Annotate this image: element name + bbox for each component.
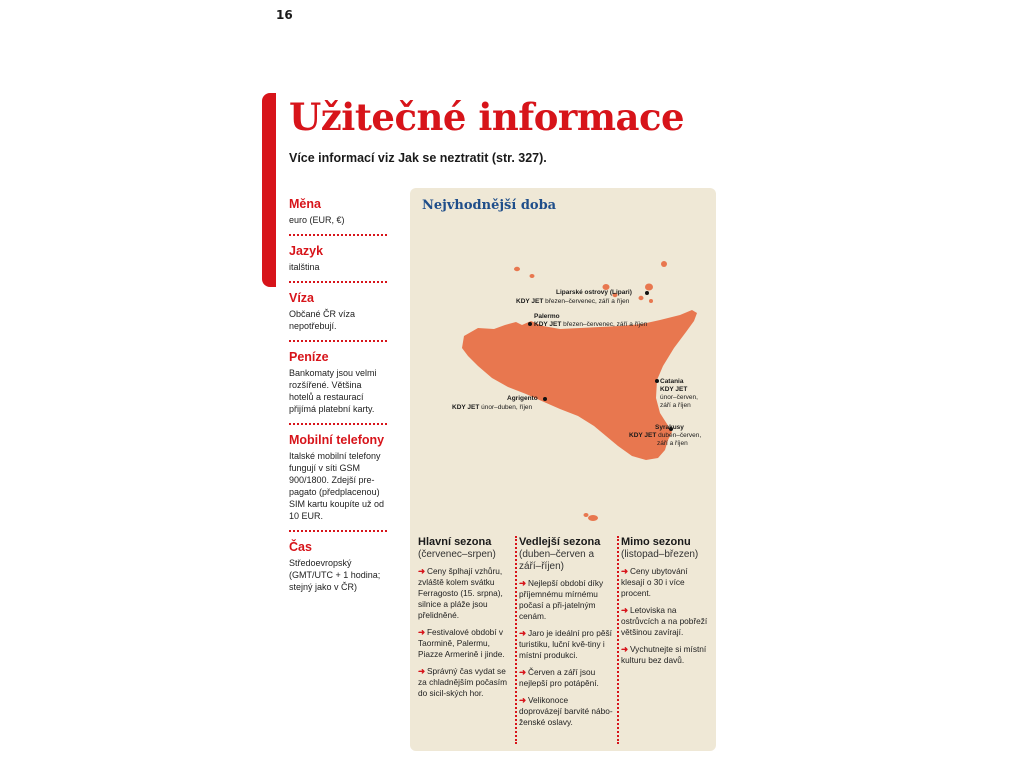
map-label-lipari (556, 289, 632, 297)
bullet-text: Ceny ubytování klesají o 30 i více procent. (621, 566, 688, 598)
arrow-right-icon: ➜ (418, 566, 425, 576)
gozo-island (584, 513, 589, 517)
season-high (418, 536, 512, 746)
kdy-jet-label: KDY JET (534, 321, 562, 328)
season-low (621, 536, 709, 746)
page-number: 16 (276, 8, 293, 22)
bullet-text: Velikonoce doprovázejí barvité nábo-ženské oslavy. (519, 695, 613, 727)
bullet-text: Nejlepší období díky příjemnému mírnému počasí a při-jatelným cenám. (519, 578, 604, 621)
island (514, 267, 520, 271)
info-title: Jazyk (289, 244, 324, 258)
arrow-right-icon: ➜ (418, 627, 425, 637)
kdy-jet-label: KDY JET (629, 432, 657, 439)
season-bullet (621, 566, 709, 599)
malta-island (588, 515, 598, 521)
season-title: Vedlejší sezona (519, 536, 601, 548)
city-name: Agrigento (507, 395, 538, 402)
city-name: Liparské ostrovy (Lipari) (556, 289, 632, 296)
map-label-palermo-when (534, 321, 647, 329)
seasons-section (418, 536, 710, 748)
season-bullet (418, 566, 512, 621)
map-label-agrigento-when (452, 404, 532, 412)
when-text: září a říjen (657, 440, 688, 447)
bullet-text: Ceny šplhají vzhůru, zvláště kolem svátku Ferragosto (15. srpna), silnice a pláže jsou přelidněné. (418, 566, 503, 620)
season-bullet (621, 644, 709, 666)
city-name: Palermo (534, 313, 560, 320)
sicily-map (410, 188, 716, 538)
arrow-right-icon: ➜ (519, 667, 526, 677)
bullet-text: Festivalové období v Taormině, Palermu, Piazze Armerině i jinde. (418, 627, 505, 659)
info-language (289, 244, 387, 283)
season-bullet (418, 627, 512, 660)
kdy-jet-label: KDY JET (660, 386, 688, 393)
season-months: (duben–červen a září–říjen) (519, 549, 595, 572)
info-title: Mobilní telefony (289, 433, 385, 447)
arrow-right-icon: ➜ (519, 578, 526, 588)
palermo-dot (528, 322, 532, 326)
arrow-right-icon: ➜ (621, 566, 628, 576)
bullet-text: Červen a září jsou nejlepší pro potápění. (519, 667, 599, 688)
map-label-catania (660, 378, 698, 410)
when-text: září a říjen (660, 402, 691, 409)
when-text: březen–červenec, září a říjen (545, 298, 630, 305)
arrow-right-icon: ➜ (621, 605, 628, 615)
season-bullet (621, 605, 709, 638)
best-time-panel (410, 188, 716, 751)
city-name: Syrakusy (655, 424, 684, 431)
map-label-syrakusy-when (629, 432, 701, 440)
season-bullet (418, 666, 512, 699)
panel-title: Nejvhodnější doba (422, 198, 557, 213)
map-label-lipari-when (516, 298, 629, 306)
info-column (289, 195, 387, 609)
season-shoulder (519, 536, 613, 746)
season-title: Hlavní sezona (418, 536, 492, 548)
info-mobile (289, 433, 387, 532)
info-text: Středoevropský (GMT/UTC + 1 hodina; stejný jako v ČR) (289, 558, 381, 592)
arrow-right-icon: ➜ (519, 628, 526, 638)
island (530, 274, 535, 278)
map-label-agrigento (507, 395, 538, 403)
page-subtitle: Více informací viz Jak se neztratit (str. 327). (289, 151, 547, 165)
bullet-text: Správný čas vydat se za chladnějším počasím do sicil-ských hor. (418, 666, 508, 698)
when-text: duben–červen, (658, 432, 702, 439)
arrow-right-icon: ➜ (418, 666, 425, 676)
when-text: únor–duben, říjen (481, 404, 533, 411)
info-text: Italské mobilní telefony fungují v síti GSM 900/1800. Zdejší pre-pagato (předplacenou) SIM kartu koupíte už od 10 EUR. (289, 451, 385, 521)
info-time (289, 540, 387, 601)
island (639, 296, 644, 300)
info-text: Občané ČR víza nepotřebují. (289, 309, 356, 331)
info-title: Peníze (289, 350, 329, 364)
info-title: Čas (289, 540, 312, 554)
season-bullet (519, 578, 613, 622)
bullet-text: Letoviska na ostrůvcích a na pobřeží většinou zavírají. (621, 605, 708, 637)
info-visa (289, 291, 387, 342)
season-months: (listopad–březen) (621, 549, 699, 560)
map-label-syrakusy-when-2 (657, 440, 688, 448)
info-title: Měna (289, 197, 321, 211)
agrigento-dot (543, 397, 547, 401)
season-bullet (519, 667, 613, 689)
when-text: únor–červen, (660, 394, 698, 401)
info-title: Víza (289, 291, 315, 305)
arrow-right-icon: ➜ (519, 695, 526, 705)
season-bullet (519, 695, 613, 728)
kdy-jet-label: KDY JET (452, 404, 480, 411)
info-text: Bankomaty jsou velmi rozšířené. Většina hotelů a restaurací přijímá platební karty. (289, 368, 377, 414)
dotted-divider (515, 536, 517, 744)
info-money (289, 350, 387, 425)
season-bullet (519, 628, 613, 661)
when-text: březen–červenec, září a říjen (563, 321, 648, 328)
info-currency (289, 197, 387, 236)
island (649, 299, 653, 303)
dotted-divider (617, 536, 619, 744)
bullet-text: Jaro je ideální pro pěší turistiku, luční kvě-tiny i místní produkci. (519, 628, 612, 660)
red-tab-marker (262, 93, 276, 287)
lipari-dot (645, 291, 649, 295)
map-label-syrakusy (655, 424, 684, 432)
island (661, 261, 667, 267)
city-name: Catania (660, 378, 684, 385)
season-months: (červenec–srpen) (418, 549, 496, 560)
page-title: Užitečné informace (289, 95, 685, 139)
bullet-text: Vychutnejte si místní kulturu bez davů. (621, 644, 707, 665)
arrow-right-icon: ➜ (621, 644, 628, 654)
island (645, 284, 653, 291)
map-label-palermo (534, 313, 560, 321)
info-text: euro (EUR, €) (289, 215, 345, 225)
season-title: Mimo sezonu (621, 536, 691, 548)
catania-dot (655, 379, 659, 383)
kdy-jet-label: KDY JET (516, 298, 544, 305)
info-text: italština (289, 262, 320, 272)
